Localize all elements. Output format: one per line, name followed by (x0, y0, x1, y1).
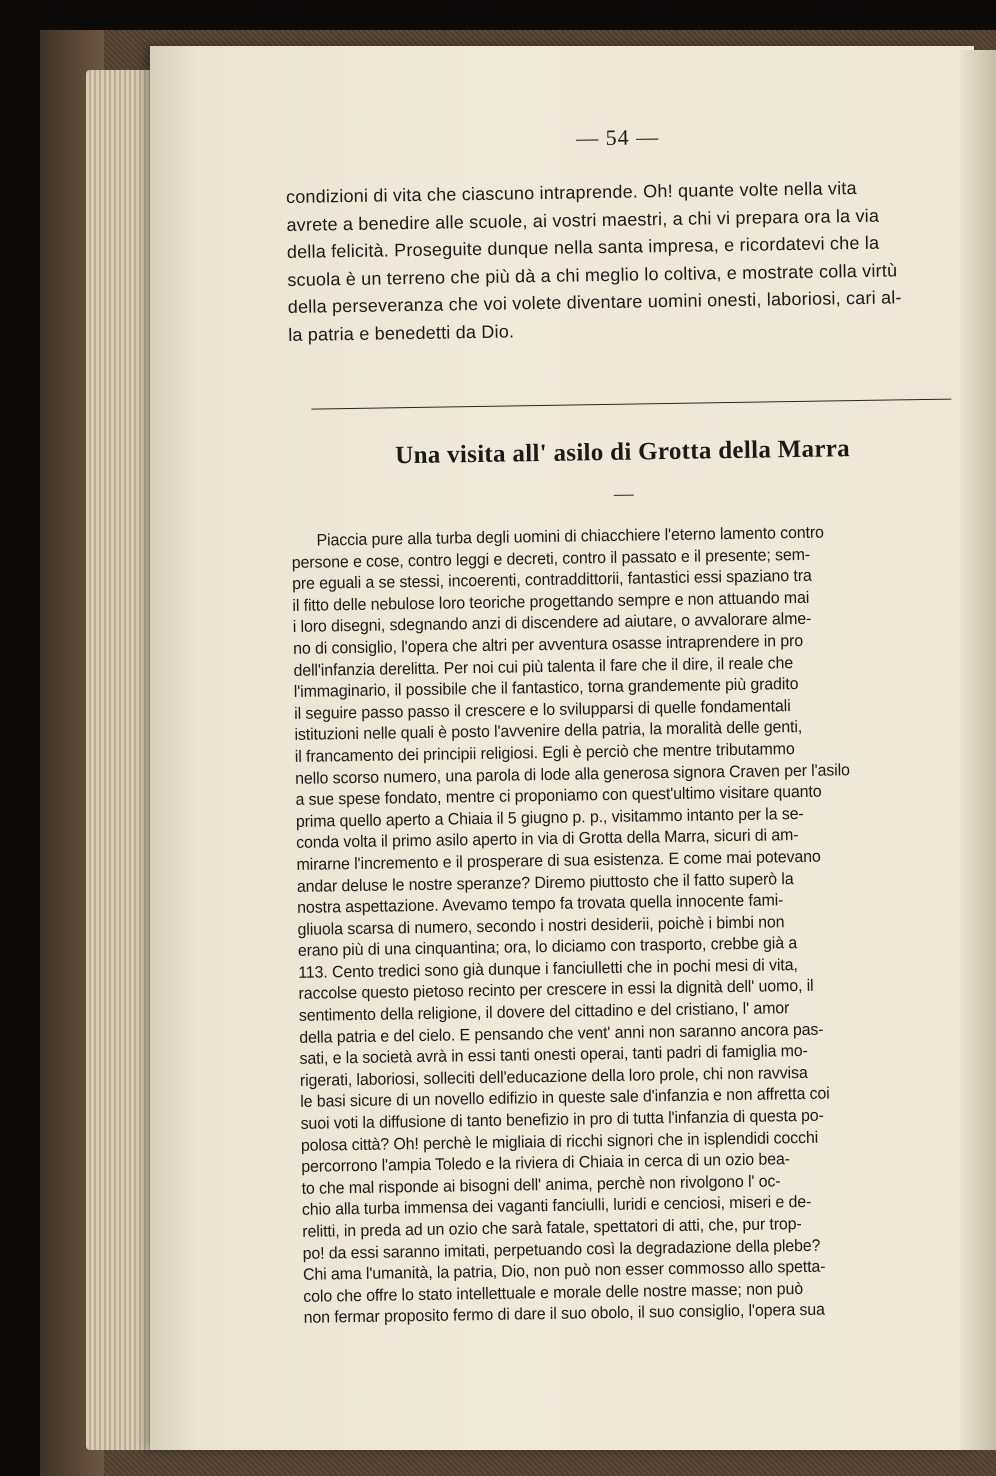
text-line: il francamento dei principii religiosi. Egli è perciò che mentre tributammo (294, 740, 795, 766)
page-number: — 54 — (575, 124, 660, 151)
text-line: andar deluse le nostre speranze? Diremo piuttosto che il fatto superò la (296, 869, 794, 896)
article-body (291, 521, 968, 1330)
text-line: erano più di una cinquantina; ora, lo diciamo con trasporto, crebbe già a (297, 934, 798, 961)
text-line: Chi ama l'umanità, la patria, Dio, non può non esser commosso allo spetta- (302, 1257, 826, 1285)
text-line: rigerati, laboriosi, solleciti dell'educazione della loro prole, chi non ravvisa (299, 1063, 808, 1090)
text-line: relitti, in preda ad un ozio che sarà fatale, spettatori di atti, che, pur trop- (302, 1215, 802, 1241)
text-line: raccolse questo pietoso recinto per crescere in essi la dignità dell' uomo, il (298, 977, 814, 1004)
text-line: gliuola scarsa di numero, secondo i nostri desiderii, poichè i bimbi non (297, 912, 785, 939)
text-line: l'immaginario, il possibile che il fantastico, torna grandemente più gradito (293, 675, 799, 702)
text-line: il seguire passo passo il crescere e lo svilupparsi di quelle fondamentali (294, 696, 791, 723)
text-line: sentimento della religione, il dovere del cittadino e del cristiano, l' amor (298, 999, 790, 1025)
text-line: conda volta il primo asilo aperto in via di Grotta della Marra, sicuri di am- (296, 826, 799, 853)
text-line: suoi voti la diffusione di tanto benefizio in pro di tutta l'infanzia di questa po- (300, 1106, 824, 1133)
text-line: la patria e benedetti da Dio. (288, 320, 515, 345)
text-line: dell'infanzia derelitta. Per noi cui più talenta il fare che il dire, il reale che (293, 653, 794, 680)
text-line: a sue spese fondato, mentre ci proponiamo con quest'ultimo visitare quanto (295, 782, 822, 810)
text-line: scuola è un terreno che più dà a chi meglio lo coltiva, e mostrate colla virtù (287, 259, 898, 290)
text-line: della patria e del cielo. E pensando che vent' anni non saranno ancora pas- (299, 1020, 824, 1047)
text-line: avrete a benedire alle scuole, ai vostri maestri, a chi vi prepara ora la via (286, 205, 880, 235)
text-line: nello scorso numero, una parola di lode alla generosa signora Craven per l'asilo (295, 760, 850, 788)
text-line: no di consiglio, l'opera che altri per avventura osasse intraprendere in pro (293, 631, 804, 658)
text-line: to che mal risponde ai bisogni dell' anima, perchè non rivolgono l' oc- (301, 1172, 781, 1198)
text-line: polosa città? Oh! perchè le migliaia di ricchi signori che in isplendidi cocchi (300, 1128, 819, 1155)
text-line: chio alla turba immensa dei vaganti fanciulli, luridi e cenciosi, miseri e de- (301, 1193, 812, 1220)
text-line: prima quello aperto a Chiaia il 5 giugno p. p., visitammo intanto per la se- (295, 804, 804, 831)
text-line: percorrono l'ampia Toledo e la riviera di Chiaia in cerca di un ozio bea- (301, 1150, 791, 1177)
text-line: le basi sicure di un novello edifizio in queste sale d'infanzia e non affretta coi (300, 1085, 830, 1112)
text-line: mirarne l'incremento e il prosperare di sua esistenza. E come mai potevano (296, 847, 821, 874)
text-line: pre eguali a se stessi, incoerenti, contraddittorii, fantastici essi spaziano tra (291, 566, 812, 594)
text-line: 113. Cento tredici sono già dunque i fanciulletti che in pochi mesi di vita, (298, 955, 798, 982)
article-title: Una visita all' asilo di Grotta della Marra (395, 435, 851, 470)
section-divider (311, 399, 951, 410)
page-content (285, 120, 969, 1330)
text-line: persone e cose, contro leggi e decreti, contro il passato e il presente; sem- (291, 545, 811, 572)
title-dash (613, 495, 633, 496)
text-line: della perseveranza che voi volete diventare uomini onesti, laboriosi, cari al- (287, 287, 902, 317)
text-line: nostra aspettazione. Avevamo tempo fa trovata quella innocente fami- (297, 891, 784, 917)
text-line: condizioni di vita che ciascuno intraprende. Oh! quante volte nella vita (285, 178, 857, 207)
text-line: non fermar proposito fermo di dare il suo obolo, il suo consiglio, l'opera sua (303, 1301, 825, 1328)
text-line: il fitto delle nebulose loro teoriche progettando sempre e non attuando mai (292, 588, 810, 615)
text-line: sati, e la società avrà in essi tanti onesti operai, tanti padri di famiglia mo- (299, 1042, 808, 1069)
text-line: istituzioni nelle quali è posto l'avvenire della patria, la moralità delle genti, (294, 718, 803, 745)
text-line: po! da essi saranno imitati, perpetuando così la degradazione della plebe? (302, 1236, 821, 1263)
text-line: Piaccia pure alla turba degli uomini di chiacchiere l'eterno lamento contro (316, 523, 825, 550)
intro-paragraph (286, 174, 954, 349)
text-line: della felicità. Proseguite dunque nella santa impresa, e ricordatevi che la (286, 232, 880, 262)
text-line: colo che offre lo stato intellettuale e morale delle nostre masse; non può (303, 1279, 804, 1306)
text-line: i loro disegni, sdegnando anzi di discendere ad aiutare, o avvalorare alme- (292, 610, 812, 637)
